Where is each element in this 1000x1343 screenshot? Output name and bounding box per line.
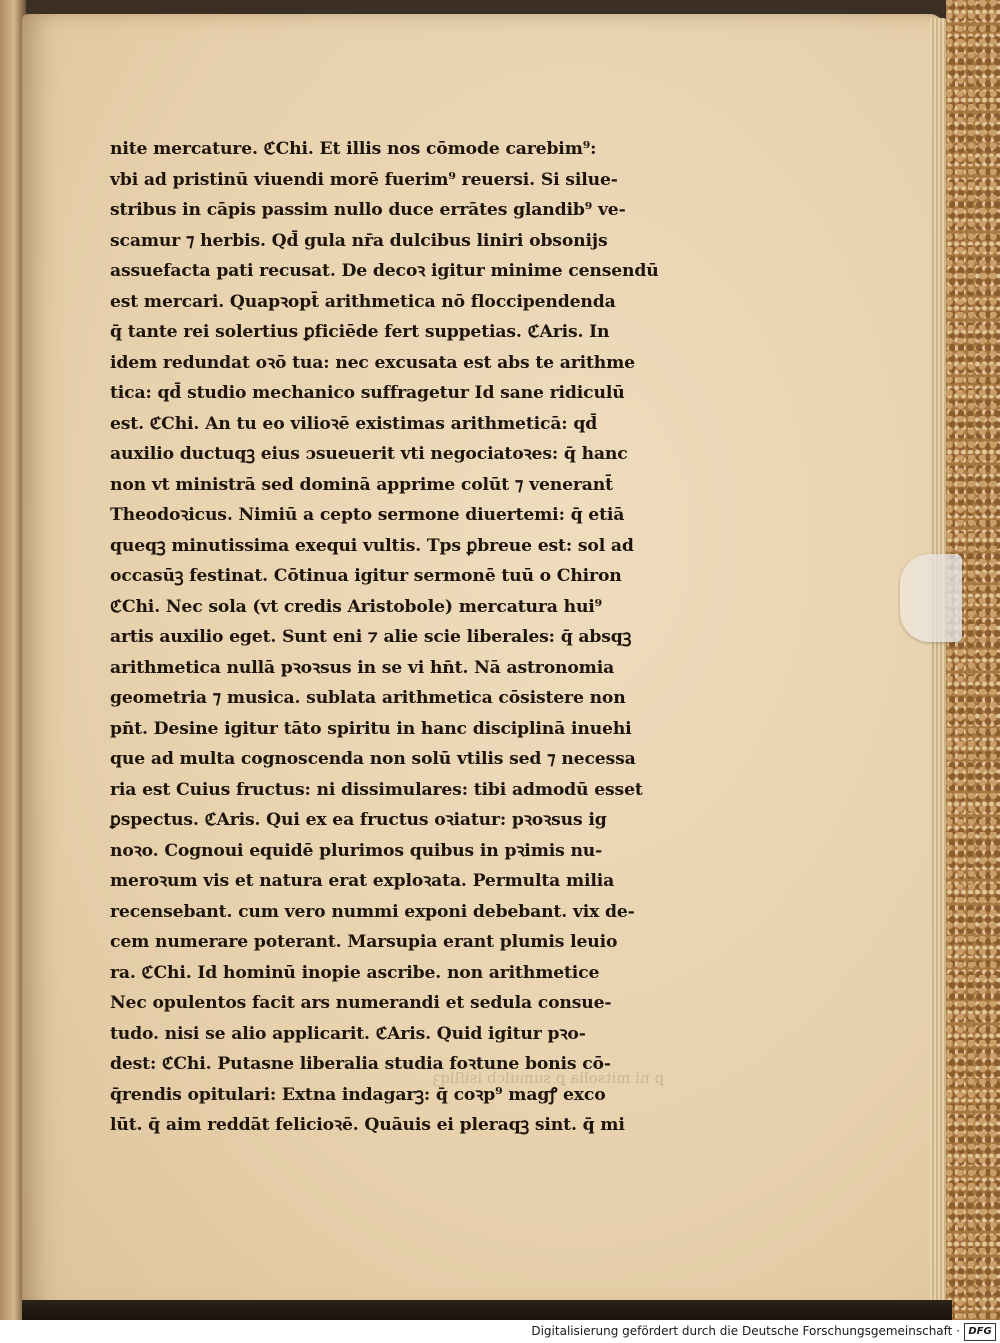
text-line: arithmetica nullā pꝛoꝛsus in se vi hn̄t. Nā astronomia [110, 657, 615, 678]
text-line: meroꝛum vis et natura erat exploꝛata. Permulta milia [110, 871, 615, 891]
text-line: recensebant. cum vero nummi exponi debebant. vix de- [110, 901, 635, 922]
text-line: assuefacta pati recusat. De decoꝛ igitur minime censendū [110, 261, 659, 281]
text-line: occasūꝫ festinat. Cōtinua igitur sermonē tuū o Chiron [110, 566, 622, 586]
text-line: artis auxilio eget. Sunt eni ⁊ alie scie liberales: q̄ absqꝫ [110, 627, 632, 647]
text-line: tica: qd̄ studio mechanico suffragetur Id sane ridiculū [110, 383, 625, 403]
dfg-logo: DFG [964, 1323, 996, 1341]
text-line: Theodoꝛicus. Nimiū a cepto sermone diuertemi: q̄ etiā [110, 505, 625, 525]
marbled-cover-board [946, 0, 1000, 1320]
printed-text-block [110, 134, 665, 1141]
text-line: tudo. nisi se alio applicarit. ℭAris. Quid igitur pꝛo- [110, 1023, 586, 1044]
text-line: noꝛo. Cognoui equidē plurimos quibus in pꝛimis nu- [110, 840, 603, 861]
text-line: est. ℭChi. An tu eo vilioꝛē existimas arithmeticā: qd̄ [110, 413, 598, 434]
bottom-shadow [22, 1300, 952, 1320]
text-line: ℭChi. Nec sola (vt credis Aristobole) mercatura hui⁹ [110, 596, 603, 617]
footer-bar [0, 1320, 1000, 1343]
text-line: cem numerare poterant. Marsupia erant plumis leuio [110, 932, 618, 952]
text-line: stribus in cāpis passim nullo duce errātes glandib⁹ ve- [110, 200, 626, 220]
text-line: lūt. q̄ aim reddāt felicioꝛē. Quāuis ei pleraqꝫ sint. q̄ mi [110, 1115, 625, 1135]
text-line: queqꝫ minutissima exequi vultis. Tps ꝑbreue est: sol ad [110, 535, 634, 556]
text-line: q̄rendis opitulari: Extna indagarꝫ: q̄ coꝛp⁹ magꝭ exco [110, 1084, 606, 1105]
text-line: Nec opulentos facit ars numerandi et sedula consue- [110, 993, 612, 1013]
text-line: ꝑspectus. ℭAris. Qui ex ea fructus oꝛiatur: pꝛoꝛsus ig [110, 810, 607, 830]
text-line: q̄ tante rei solertius ꝑficiēde fert suppetias. ℭAris. In [110, 322, 610, 342]
text-line: scamur ⁊ herbis. Qd̄ gula nr̄a dulcibus liniri obsonijs [110, 230, 608, 251]
text-line: que ad multa cognoscenda non solū vtilis sed ⁊ necessa [110, 749, 636, 769]
text-line: auxilio ductuqꝫ eius ɔsueuerit vti negociatoꝛes: q̄ hanc [110, 444, 628, 464]
text-line: nite mercature. ℭChi. Et illis nos cōmode carebim⁹: [110, 139, 597, 159]
text-line: ra. ℭChi. Id hominū inopie ascribe. non arithmetice [110, 962, 600, 983]
funding-credit: Digitalisierung gefördert durch die Deutsche Forschungsgemeinschaft · [531, 1324, 960, 1338]
text-line: est mercari. Quapꝛopt̄ arithmetica nō floccipendenda [110, 291, 616, 312]
text-line: idem redundat oꝛō tua: nec excusata est abs te arithme [110, 352, 635, 373]
text-line: pn̄t. Desine igitur tāto spiritu in hanc disciplinā inuehi [110, 718, 632, 739]
page-clip [900, 554, 962, 642]
text-line: dest: ℭChi. Putasne liberalia studia foꝛtune bonis cō- [110, 1054, 611, 1074]
text-line: vbi ad pristinū viuendi morē fuerim⁹ reuersi. Si silue- [110, 169, 618, 190]
text-line: non vt ministrā sed dominā apprime colūt ⁊ venerant̄ [110, 474, 613, 495]
text-line: ria est Cuius fructus: ni dissimulares: tibi admodū esset [110, 779, 643, 800]
bleed-through-line: ꝑ ni mitsolla ꝑ sumulcb isiſllqꝫ [432, 1069, 664, 1087]
text-line: geometria ⁊ musica. sublata arithmetica cōsistere non [110, 688, 626, 708]
